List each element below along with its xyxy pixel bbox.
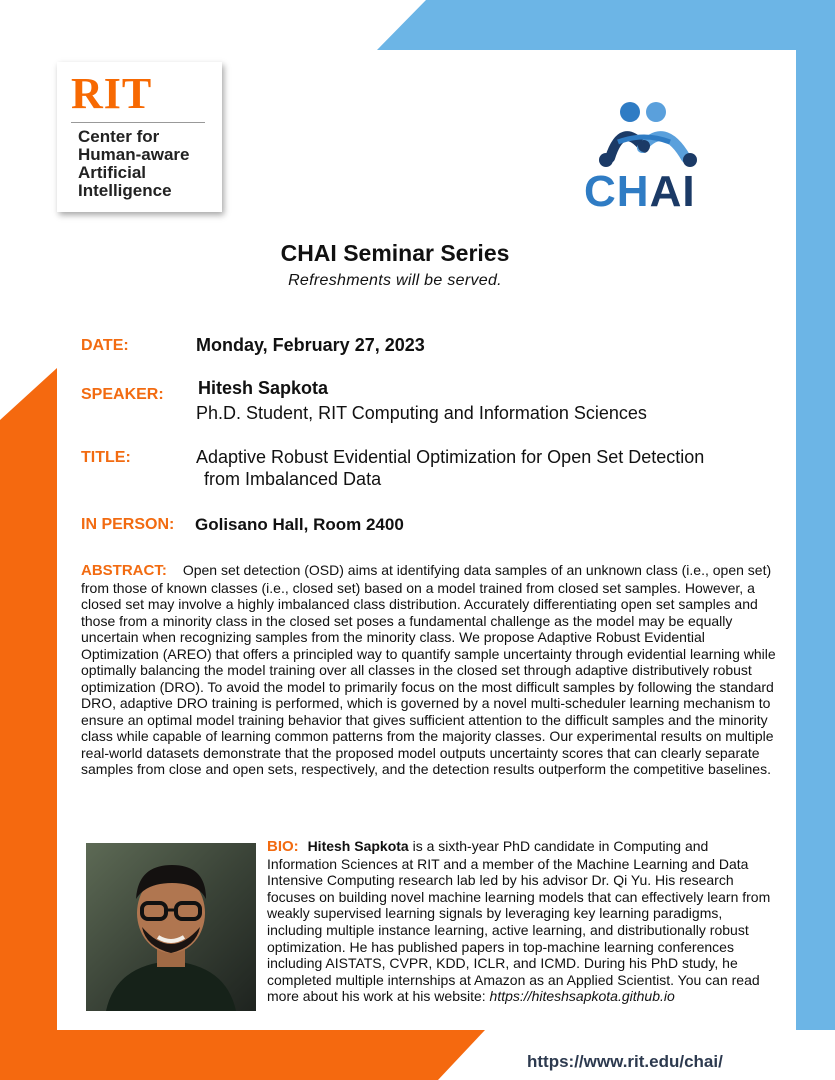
rit-logo-divider: [71, 122, 205, 123]
abstract-text: Open set detection (OSD) aims at identifying data samples of an unknown class (i.e., open set) from those of known classes (i.e., closed set) based on a model trained from closed set samples. However, a closed set may involve a highly imbalanced class distribution. Accurately differentiating open set samples and those from a minority class in the closed set poses a fundamental challenge as the model may be equally uncertain when recognizing samples from the minority class. We propose Adaptive Robust Evidential Optimization (AREO) that offers a principled way to quantify sample uncertainty through evidential learning while optimally balancing the model training over all classes in the closed set through adaptive distributively robust optimization (DRO). To avoid the model to primarily focus on the most difficult samples by following the standard DRO, adaptive DRO training is performed, which is governed by a novel multi-scheduler learning mechanism to ensure an optimal model training behavior that gives sufficient attention to the difficult samples and the minority class while capable of learning common patterns from the majority classes. Our experimental results on multiple real-world datasets demonstrate that the proposed model outputs uncertainty scores that can clearly separate samples from close and open sets, respectively, and the detection results outperform the competitive baselines.: [81, 562, 776, 777]
page-title: CHAI Seminar Series: [280, 240, 510, 266]
speaker-website-link[interactable]: https://hiteshsapkota.github.io: [489, 988, 675, 1005]
chai-website-link[interactable]: https://www.rit.edu/chai/: [527, 1052, 723, 1071]
speaker-label: SPEAKER:: [81, 386, 164, 403]
speaker-bio: [267, 838, 779, 1005]
chai-people-icon: [580, 98, 720, 170]
speaker-photo: [86, 843, 256, 1011]
abstract: [81, 562, 781, 778]
location-label: IN PERSON:: [81, 516, 175, 533]
speaker-name: Hitesh Sapkota: [198, 378, 329, 398]
title-label: TITLE:: [81, 449, 131, 466]
abstract-label: ABSTRACT:: [81, 562, 167, 579]
date-label: DATE:: [81, 337, 129, 354]
rit-wordmark: RIT: [71, 69, 153, 118]
speaker-affiliation: Ph.D. Student, RIT Computing and Information Sciences: [196, 403, 647, 423]
talk-title-line2: from Imbalanced Data: [204, 469, 382, 489]
talk-title-line1: Adaptive Robust Evidential Optimization for Open Set Detection: [196, 447, 705, 467]
rit-chai-logo: [57, 62, 222, 212]
chai-wordmark: CHAI: [584, 167, 696, 216]
bio-label: BIO:: [267, 838, 299, 855]
bio-speaker-name: Hitesh Sapkota: [307, 838, 409, 854]
rit-logo-subtitle: Center for Human-aware Artificial Intelligence: [78, 127, 190, 200]
bio-text: is a sixth-year PhD candidate in Computing and Information Sciences at RIT and a member of the Machine Learning and Data Intensive Computing research lab led by his advisor Dr. Qi Yu. His research focuses on building novel machine learning models that can effectively learn from weakly supervised learning signals by leveraging key learning paradigms, including multiple instance learning, active learning, and distributionally robust optimization. He has published papers in top-machine learning conferences including AISTATS, CVPR, KDD, ICLR, and ICMD. During his PhD study, he completed multiple internships at Amazon as an Applied Scientist. You can read more about his work at his website:: [267, 838, 771, 1005]
location-value: Golisano Hall, Room 2400: [195, 515, 404, 534]
refreshments-note: Refreshments will be served.: [288, 272, 502, 289]
chai-logo: [580, 98, 720, 220]
date-value: Monday, February 27, 2023: [196, 335, 425, 355]
